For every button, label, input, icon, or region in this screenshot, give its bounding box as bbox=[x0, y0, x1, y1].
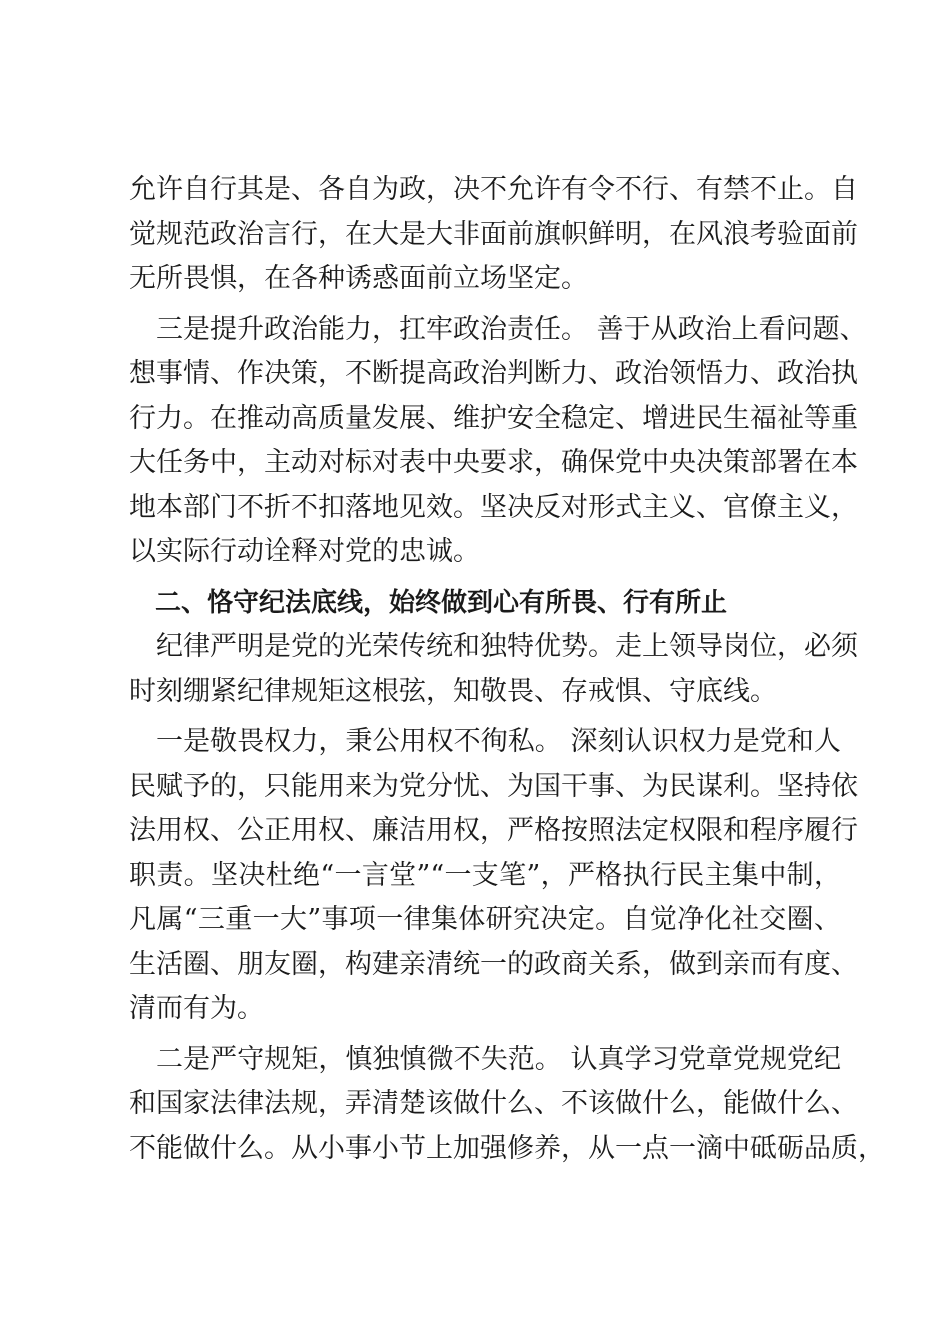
paragraph-3-line-2: 时刻绷紧纪律规矩这根弦，知敬畏、存戒惧、守底线。 bbox=[129, 675, 777, 707]
paragraph-2-line-6: 以实际行动诠释对党的忠诚。 bbox=[129, 536, 480, 567]
paragraph-2-line-4: 大任务中，主动对标对表中央要求，确保党中央决策部署在本 bbox=[129, 447, 858, 478]
paragraph-4-line-6: 生活圈、朋友圈，构建亲清统一的政商关系，做到亲而有度、 bbox=[129, 948, 858, 980]
paragraph-2-line-5: 地本部门不折不扣落地见效。坚决反对形式主义、官僚主义， bbox=[129, 491, 858, 523]
section-heading: 二、恪守纪法底线，始终做到心有所畏、行有所止 bbox=[129, 587, 728, 618]
paragraph-3-line-1: 纪律严明是党的光荣传统和独特优势。走上领导岗位，必须 bbox=[129, 631, 858, 662]
paragraph-5-line-1: 二是严守规矩，慎独慎微不失范。 认真学习党章党规党纪 bbox=[129, 1043, 841, 1075]
paragraph-1-line-2: 觉规范政治言行，在大是大非面前旗帜鲜明，在风浪考验面前 bbox=[129, 218, 858, 250]
paragraph-1-line-1: 允许自行其是、各自为政，决不允许有令不行、有禁不止。自 bbox=[129, 174, 858, 205]
paragraph-4-line-3: 法用权、公正用权、廉洁用权，严格按照法定权限和程序履行 bbox=[129, 815, 858, 846]
paragraph-4-line-7: 清而有为。 bbox=[129, 993, 264, 1024]
paragraph-4-line-5: 凡属“三重一大”事项一律集体研究决定。自觉净化社交圈、 bbox=[129, 904, 841, 935]
paragraph-2-line-3: 行力。在推动高质量发展、维护安全稳定、增进民生福祉等重 bbox=[129, 402, 858, 434]
document-body bbox=[129, 168, 885, 1171]
paragraph-4-line-1: 一是敬畏权力，秉公用权不徇私。 深刻认识权力是党和人 bbox=[129, 726, 841, 757]
paragraph-2-line-1: 三是提升政治能力，扛牢政治责任。 善于从政治上看问题、 bbox=[129, 313, 867, 345]
paragraph-5-line-3: 不能做什么。从小事小节上加强修养，从一点一滴中砥砺品质， bbox=[129, 1132, 885, 1164]
paragraph-4-line-4: 职责。坚决杜绝“一言堂”“一支笔”，严格执行民主集中制， bbox=[129, 859, 841, 891]
paragraph-2-line-2: 想事情、作决策，不断提高政治判断力、政治领悟力、政治执 bbox=[129, 358, 858, 389]
paragraph-4-line-2: 民赋予的，只能用来为党分忧、为国干事、为民谋利。坚持依 bbox=[129, 770, 858, 802]
paragraph-5-line-2: 和国家法律法规，弄清楚该做什么、不该做什么，能做什么、 bbox=[129, 1088, 858, 1119]
paragraph-1-line-3: 无所畏惧，在各种诱惑面前立场坚定。 bbox=[129, 263, 588, 294]
